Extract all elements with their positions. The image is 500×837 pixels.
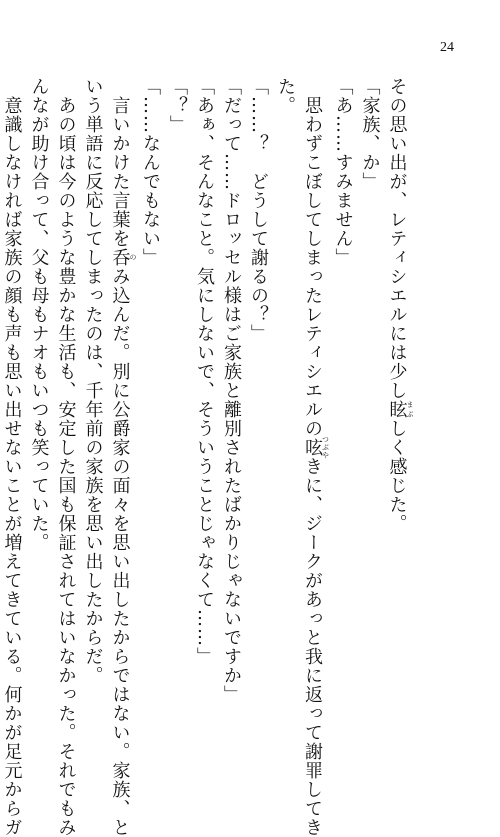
text-line: 意識しなければ家族の顔も声も思い出せないことが増えてきている。何かが足元からガ	[1, 77, 23, 837]
body-text	[0, 77, 414, 837]
text-line: あの頃は今のような豊かな生活も、安定した国も保証されてはいなかった。それでもみ	[55, 77, 77, 837]
text-line: 「……なんでもない」	[140, 77, 161, 267]
text-line: 「……？ どうして謝るの？」	[248, 77, 269, 343]
text-line: 言いかけた言葉を呑のみ込んだ。別に公爵家の面々を思い出したからではない。家族、と	[109, 77, 137, 837]
text-line: んなが助け合って、父も母もナオもいつも笑っていた。	[28, 77, 50, 552]
text-line: 「家族、か」	[359, 77, 381, 191]
page-number: 24	[440, 40, 454, 55]
text-line: その思い出が、レティシエルには少し眩まぶしく感じた。	[386, 77, 414, 533]
ruby-annotation: 眩まぶ	[386, 400, 414, 419]
text-line: 「？」	[167, 77, 188, 134]
ruby-annotation: 呑の	[109, 248, 137, 267]
ruby-reading: まぶ	[406, 400, 414, 419]
text-line: 思わずこぼしてしまったレティシエルの呟つぶやきに、ジークがあっと我に返って謝罪してき	[302, 77, 330, 837]
text-line: 「だって……ドロッセル様はご家族と離別されたばかりじゃないですか」	[221, 77, 242, 704]
ruby-reading: つぶや	[321, 435, 330, 460]
ruby-annotation: 呟つぶや	[302, 435, 330, 460]
text-line: いう単語に反応してしまったのは、千年前の家族を思い出したからだ。	[82, 77, 104, 685]
text-line: 「あ……すみません」	[332, 77, 354, 267]
text-line: 「あぁ、そんなこと。気にしないで、そういうことじゃなくて……」	[194, 77, 215, 666]
ruby-reading: の	[129, 248, 137, 267]
text-line: た。	[275, 77, 296, 115]
